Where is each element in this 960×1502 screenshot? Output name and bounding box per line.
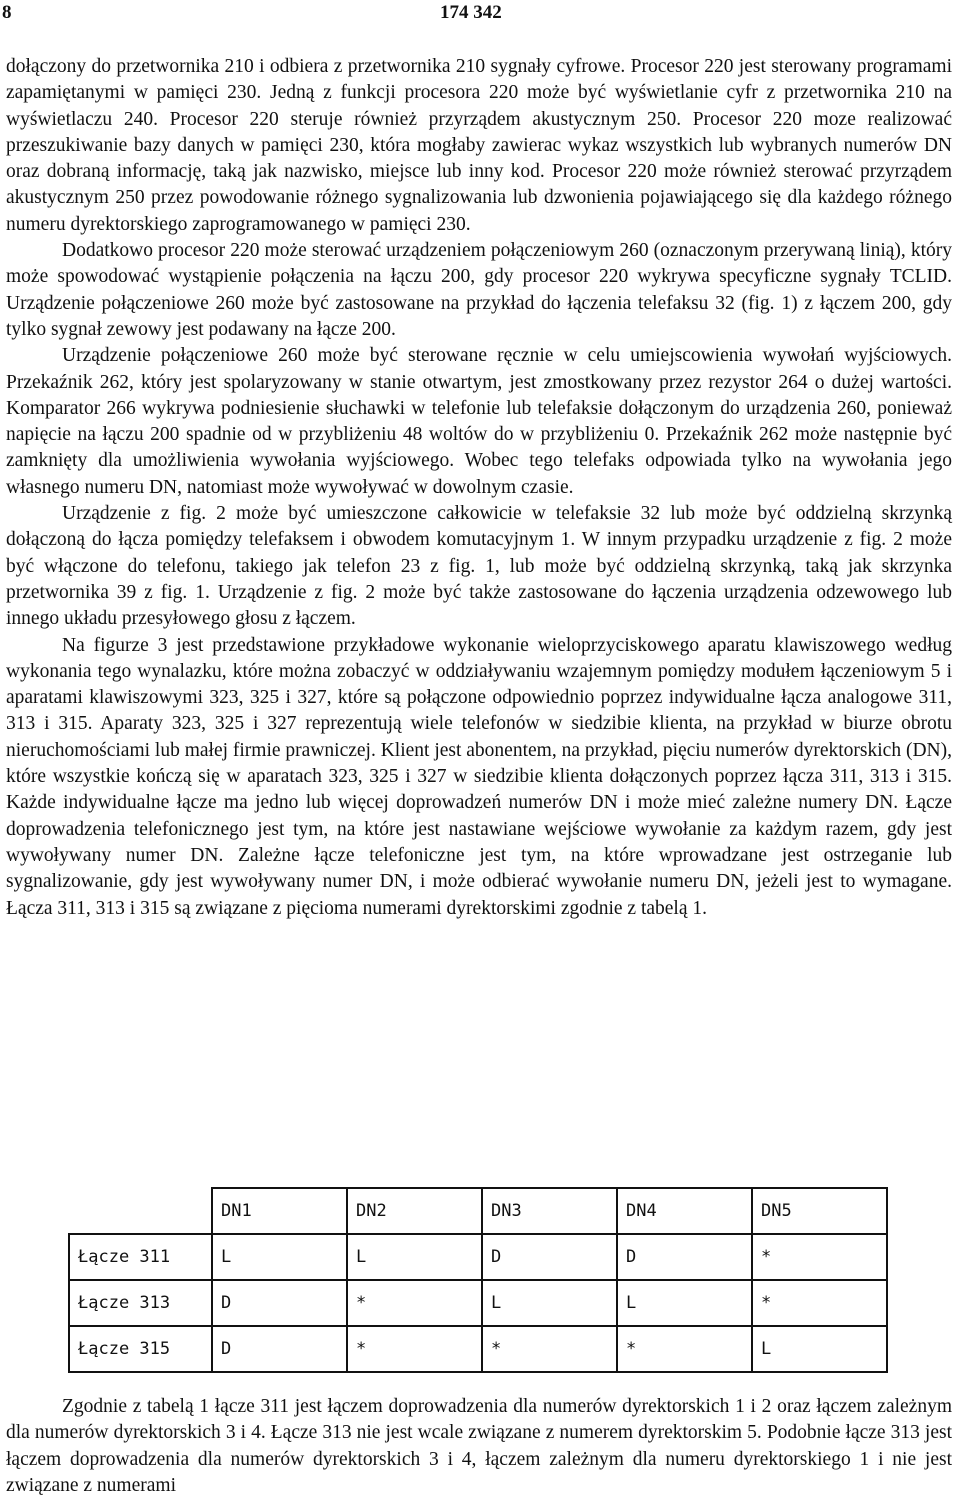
paragraph: Zgodnie z tabelą 1 łącze 311 jest łączem doprowadzenia dla numerów dyrektorskich 1 i 2 oraz łączem zależnym dla numerów dyrektorskich 3 i 4. Łącze 313 nie jest wcale związane z numerem dyrektorskim 5. Podobnie łącze 313 jest łączem doprowadzenia dla numerów dyrektorskich 3 i 4, łączem zależnym dla numeru dyrektorskiego 1 i nie jest związane z numerami <box>6 1396 952 1496</box>
paragraph: dołączony do przetwornika 210 i odbiera z przetwornika 210 sygnały cyfrowe. Procesor 220 jest sterowany programami zapamiętanymi w pamięci 230. Jedną z funkcji procesora 220 może być wyświetlanie cyfr z przetwornika 210 na wyświetlaczu 240. Procesor 220 steruje również przyrządem akustycznym 250. Procesor 220 moze realizować przeszukiwanie bazy danych w pamięci 230, która mogłaby zawierac wykaz wszystkich lub wybranych numerów DN oraz dobraną informację, taką jak nazwisko, miejsce lub inny kod. Procesor 220 może również sterować przyrządem akustycznym 250 przez powodowanie różnego sygnalizowania lub dzwonienia pojawiającego się dla każdego różnego numeru dyrektorskiego zaprogramowanego w pamięci 230. <box>6 56 952 235</box>
table-header-cell: DN4 <box>617 1188 752 1234</box>
table-header-cell: DN5 <box>752 1188 887 1234</box>
table-cell: * <box>482 1326 617 1372</box>
table-cell: * <box>752 1280 887 1326</box>
table-cell: D <box>617 1234 752 1280</box>
body-text <box>6 54 952 922</box>
paragraph: Dodatkowo procesor 220 może sterować urządzeniem połączeniowym 260 (oznaczonym przerywaną linią), który może spowodować wystąpienie połączenia na łączu 200, gdy procesor 220 wykrywa specyficzne sygnały TCLID. Urządzenie połączeniowe 260 może być zastosowane na przykład do łączenia telefaksu 32 (fig. 1) z łączem 200, gdy tylko sygnał zewowy jest podawany na łącze 200. <box>6 240 952 340</box>
paragraph: Na figurze 3 jest przedstawione przykładowe wykonanie wieloprzyciskowego aparatu klawiszowego według wykonania tego wynalazku, które można zobaczyć w oddziaływaniu wzajemnym pomiędzy modułem łączeniowym 5 i aparatami klawiszowymi 323, 325 i 327, które są połączone odpowiednio poprzez indywidualne łącza analogowe 311, 313 i 315. Aparaty 323, 325 i 327 reprezentują wiele telefonów w siedzibie klienta, na przykład w biurze obrotu nieruchomościami lub małej firmie prawniczej. Klient jest abonentem, na przykład, pięciu numerów dyrektorskich (DN), które wszystkie kończą się w aparatach 323, 325 i 327 w siedzibie klienta dołączonych poprzez łącza 311, 313 i 315. Każde indywidualne łącze ma jedno lub więcej doprowadzeń numerów DN i może mieć zależne numery DN. Łącze doprowadzenia telefonicznego jest tym, na które jest nastawiane wejściowe wywołanie za każdym razem, gdy jest wywoływany numer DN. Zależne łącze telefoniczne jest tym, na które wprowadzane jest ostrzeganie lub sygnalizowanie, gdy jest wywoływany numer DN, i może odbierać wywołanie numeru DN, jeżeli jest to wymagane. Łącza 311, 313 i 315 są związane z pięcioma numerami dyrektorskimi zgodnie z tabelą 1. <box>6 634 952 919</box>
table-header-cell: DN3 <box>482 1188 617 1234</box>
table-cell: L <box>347 1234 482 1280</box>
paragraph: Urządzenie z fig. 2 może być umieszczone całkowicie w telefaksie 32 lub może być oddzielną skrzynką dołączoną do łącza pomiędzy telefaksem i obwodem komutacyjnym 1. W innym przypadku urządzenie z fig. 2 może być włączone do telefonu, takiego jak telefon 23 z fig. 1, lub może być oddzielną skrzynką, taką jak skrzynka przetwornika 39 z fig. 1. Urządzenie z fig. 2 może być także zastosowane do łączenia urządzenia odzewowego lub innego układu przesyłowego głosu z łączem. <box>6 503 952 630</box>
row-label: Łącze 315 <box>69 1326 212 1372</box>
table-cell: * <box>347 1326 482 1372</box>
row-label: Łącze 313 <box>69 1280 212 1326</box>
table-cell: D <box>212 1280 347 1326</box>
table-header-row <box>69 1188 887 1234</box>
table-header-cell: DN1 <box>212 1188 347 1234</box>
table-cell: D <box>482 1234 617 1280</box>
table-row <box>69 1326 887 1372</box>
table-cell: L <box>482 1280 617 1326</box>
page-number: 8 <box>2 2 12 23</box>
paragraph: Urządzenie połączeniowe 260 może być sterowane ręcznie w celu umiejscowienia wywołań wyjściowych. Przekaźnik 262, który jest spolaryzowany w stanie otwartym, jest zmostkowany przez rezystor 264 o dużej wartości. Komparator 266 wykrywa podniesienie słuchawki w telefonie lub telefaksie dołączonym do urządzenia 260, ponieważ napięcie na łączu 200 spadnie od w przybliżeniu 48 woltów do w przybliżeniu 0. Przekaźnik 262 może następnie być zamknięty dla umożliwienia wywołania wyjściowego. Wobec tego telefaks odpowiada tylko na wywołania jego własnego numeru DN, natomiast może wywoływać w dowolnym czasie. <box>6 345 952 498</box>
table-row <box>69 1234 887 1280</box>
table-cell: L <box>212 1234 347 1280</box>
table-cell: * <box>617 1326 752 1372</box>
body-text-continued <box>6 1394 952 1499</box>
table-cell: L <box>617 1280 752 1326</box>
table-cell: * <box>347 1280 482 1326</box>
table-1 <box>68 1187 888 1373</box>
publication-number: 174 342 <box>440 2 502 23</box>
table-cell: * <box>752 1234 887 1280</box>
table-cell: D <box>212 1326 347 1372</box>
table-row <box>69 1280 887 1326</box>
table-corner-cell <box>69 1188 212 1234</box>
table-cell: L <box>752 1326 887 1372</box>
row-label: Łącze 311 <box>69 1234 212 1280</box>
table-header-cell: DN2 <box>347 1188 482 1234</box>
